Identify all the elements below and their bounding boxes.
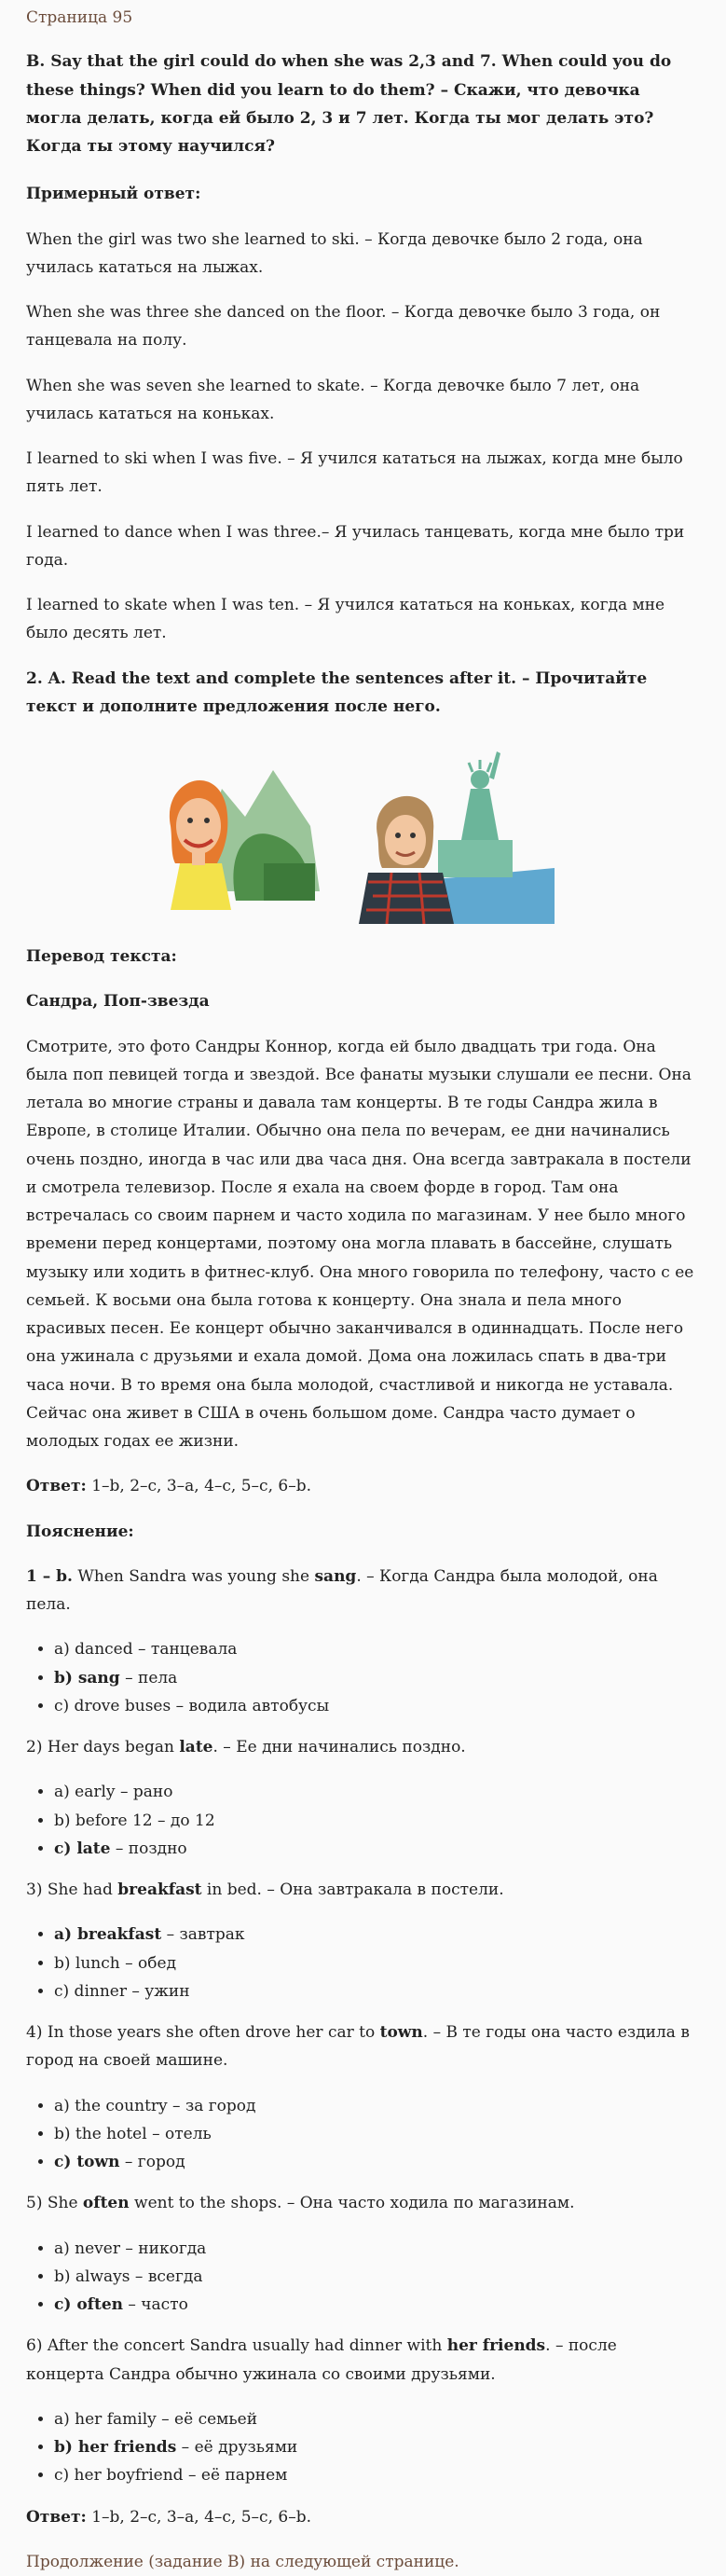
sentence-num: 6): [26, 2336, 43, 2356]
final-answer: [26, 2503, 717, 2531]
option-item: [54, 1692, 717, 1720]
sentence-num: 3): [26, 1880, 43, 1899]
options-list: [26, 2092, 717, 2177]
option-key: a) never: [54, 2239, 120, 2258]
option-translation: – пела: [119, 1668, 178, 1687]
explanation-sentence: [26, 1876, 697, 1904]
option-item: [54, 2120, 717, 2148]
option-translation: – танцевала: [132, 1640, 238, 1660]
explanation-sentence: [26, 1563, 697, 1619]
option-key: a) the country: [54, 2096, 168, 2115]
sample-answer-label: Примерный ответ:: [26, 185, 201, 204]
option-key: c) drove buses: [54, 1696, 171, 1715]
explanation-label: Пояснение:: [26, 1522, 134, 1541]
illustration: [0, 740, 717, 943]
option-key: b) her friends: [54, 2438, 177, 2457]
sentence-post: . – после концерта Сандра обычно ужинала со своими друзьями.: [26, 2336, 617, 2384]
sentence-pre: In those years she often drove her car to: [42, 2023, 380, 2042]
sentence-num: 1 – b.: [26, 1566, 73, 1586]
option-translation: – водила автобусы: [171, 1696, 330, 1715]
option-key: c) her boyfriend: [54, 2466, 184, 2486]
sentence-post: . – Когда Сандра была молодой, она пела.: [26, 1566, 658, 1614]
option-item: [54, 1807, 717, 1835]
option-key: c) town: [54, 2153, 120, 2171]
option-key: b) sang: [54, 1668, 120, 1687]
option-translation: – её друзьями: [176, 2438, 298, 2457]
sentence-post: . – В те годы она часто ездила в город на своей машине.: [26, 2023, 690, 2071]
sentence-post: in bed. – Она завтракала в постели.: [201, 1880, 504, 1899]
option-item: [54, 2263, 717, 2291]
answer: [26, 1472, 717, 1500]
option-key: b) the hotel: [54, 2124, 147, 2143]
option-item: [54, 1635, 717, 1663]
option-item: [54, 1835, 717, 1863]
option-translation: – завтрак: [161, 1925, 245, 1945]
sentence-post: . – Ее дни начинались поздно.: [212, 1738, 466, 1756]
option-key: c) often: [54, 2295, 123, 2314]
option-key: b) lunch: [54, 1953, 120, 1973]
explanation-sentence: [26, 2332, 697, 2389]
sample-line: When she was seven she learned to skate. – Когда девочке было 7 лет, она училась кататься на коньках.: [26, 376, 640, 423]
option-translation: – всегда: [130, 2266, 203, 2286]
option-translation: – часто: [123, 2295, 188, 2314]
sentence-num: 4): [26, 2023, 43, 2042]
option-translation: – её парнем: [183, 2466, 288, 2486]
options-list: [26, 1778, 717, 1863]
options-list: [26, 1635, 717, 1720]
option-item: [54, 2235, 717, 2263]
sentence-key: late: [179, 1738, 213, 1756]
option-key: a) her family: [54, 2409, 157, 2429]
sample-line: I learned to ski when I was five. – Я учился кататься на лыжах, когда мне было пять лет.: [26, 449, 683, 497]
option-item: [54, 1778, 717, 1806]
explanation-sentence: [26, 1733, 697, 1761]
sentence-pre: When Sandra was young she: [72, 1566, 315, 1586]
option-translation: – до 12: [152, 1811, 215, 1830]
option-translation: – обед: [119, 1953, 177, 1973]
sample-line: When the girl was two she learned to ski. – Когда девочке было 2 года, она училась кататься на лыжах.: [26, 229, 643, 277]
options-list: [26, 1921, 717, 2005]
explanation-sentence: [26, 2189, 697, 2217]
option-item: [54, 1949, 717, 1977]
option-item: [54, 1977, 717, 2005]
page-header: Страница 95: [26, 8, 133, 27]
option-translation: – город: [119, 2153, 185, 2171]
option-translation: – её семьей: [156, 2409, 258, 2429]
explanation-sentence: [26, 2018, 697, 2075]
sentence-key: sang: [314, 1566, 357, 1586]
sentence-pre: She had: [42, 1880, 118, 1899]
option-item: [54, 1664, 717, 1692]
options-list: [26, 2405, 717, 2490]
option-item: [54, 1921, 717, 1949]
sentence-num: 2): [26, 1738, 43, 1756]
option-translation: – за город: [167, 2096, 256, 2115]
option-key: a) danced: [54, 1640, 133, 1660]
options-list: [26, 2235, 717, 2320]
sample-line: I learned to skate when I was ten. – Я учился кататься на коньках, когда мне было десять лет.: [26, 596, 665, 643]
task-b-title: B. Say that the girl could do when she was 2,3 and 7. When could you do these things? When did you learn to do them? – Скажи, что девочка могла делать, когда ей было 2, 3 и 7 лет. Когда ты мог делать это? Когда ты этому научился?: [26, 52, 672, 156]
translation-text: Смотрите, это фото Сандры Коннор, когда ей было двадцать три года. Она была поп певицей тогда и звездой. Все фанаты музыки слушали ее песни. Она летала во многие страны и давала там концерты. В те годы Сандра жила в Европе, в столице Италии. Обычно она пела по вечерам, ее дни начинались очень поздно, иногда в час или два часа дня. Она всегда завтракала в постели и смотрела телевизор. После я ехала на своем форде в город. Там она встречалась со своим парнем и часто ходила по магазинам. У нее было много времени перед концертами, поэтому она могла плавать в бассейне, слушать музыку или ходить в фитнес-клуб. Она много говорила по телефону, часто с ее семьей. К восьми она была готова к концерту. Она знала и пела много красивых песен. Ее концерт обычно заканчивался в одиннадцать. После него она ужинала с друзьями и ехала домой. Дома она ложилась спать в два-три часа ночи. В то время она была молодой, счастливой и никогда не уставала. Сейчас она живет в США в очень большом доме. Сандра часто думает о молодых годах ее жизни.: [26, 1037, 694, 1451]
option-item: [54, 2148, 717, 2176]
sample-lines: [26, 226, 717, 648]
option-translation: – отель: [146, 2124, 212, 2143]
sample-line: I learned to dance when I was three.– Я училась танцевать, когда мне было три года.: [26, 522, 685, 570]
task-2-title: 2. A. Read the text and complete the sentences after it. – Прочитайте текст и дополните предложения после него.: [26, 668, 648, 716]
option-translation: – поздно: [110, 1839, 187, 1858]
sentence-pre: Her days began: [42, 1738, 180, 1756]
option-key: a) breakfast: [54, 1925, 162, 1945]
explanation-items: [26, 1563, 717, 2490]
sentence-pre: After the concert Sandra usually had dinner with: [42, 2336, 447, 2356]
option-item: [54, 2461, 717, 2489]
answer-value: 1–b, 2–c, 3–a, 4–c, 5–c, 6–b.: [91, 1477, 311, 1496]
option-item: [54, 2433, 717, 2461]
option-key: a) early: [54, 1783, 116, 1802]
option-item: [54, 2092, 717, 2120]
sandra-young-picture: [133, 751, 320, 910]
sentence-pre: She: [42, 2194, 83, 2213]
final-answer-label: Ответ:: [26, 2507, 87, 2527]
option-key: b) before 12: [54, 1811, 153, 1830]
sentence-post: went to the shops. – Она часто ходила по магазинам.: [129, 2194, 575, 2213]
option-key: c) late: [54, 1839, 111, 1858]
sentence-key: town: [379, 2023, 423, 2042]
continue-link[interactable]: Продолжение (задание B) на следующей странице.: [26, 2552, 459, 2571]
option-key: c) dinner: [54, 1981, 127, 2001]
sample-line: When she was three she danced on the floor. – Когда девочке было 3 года, он танцевала на полу.: [26, 303, 661, 351]
option-translation: – рано: [115, 1783, 173, 1802]
sentence-key: breakfast: [117, 1880, 202, 1899]
sentence-key: her friends: [446, 2336, 546, 2356]
option-translation: – никогда: [119, 2239, 207, 2258]
final-answer-value: 1–b, 2–c, 3–a, 4–c, 5–c, 6–b.: [91, 2507, 311, 2527]
option-translation: – ужин: [126, 1981, 190, 2001]
option-item: [54, 2405, 717, 2433]
answer-label: Ответ:: [26, 1477, 87, 1496]
translation-label: Перевод текста:: [26, 947, 177, 966]
sentence-num: 5): [26, 2194, 43, 2213]
sentence-key: often: [82, 2194, 130, 2213]
option-key: b) always: [54, 2266, 130, 2286]
option-item: [54, 2291, 717, 2319]
sandra-now-picture: [349, 751, 555, 924]
text-title: Сандра, Поп-звезда: [26, 992, 210, 1012]
